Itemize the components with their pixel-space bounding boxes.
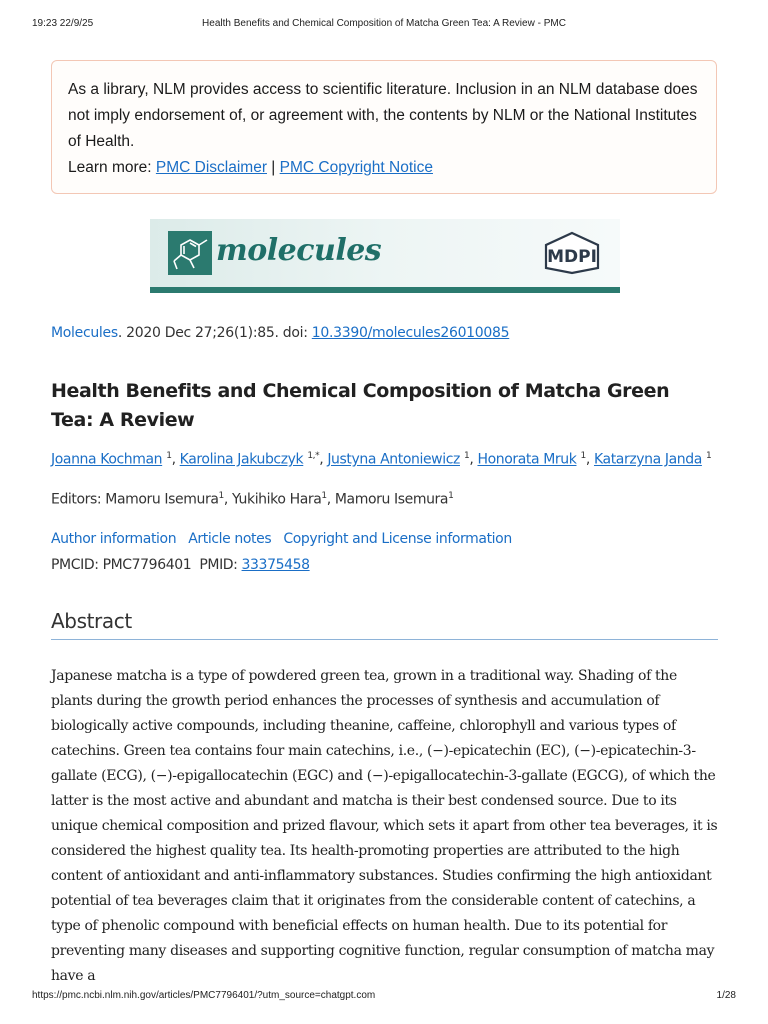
author-affiliation[interactable]: 1 xyxy=(705,451,712,461)
notice-text: As a library, NLM provides access to scientific literature. Inclusion in an NLM database does not imply endorsement of, or agreement with, the contents by NLM or the National Institutes of Health. xyxy=(68,81,698,150)
editor-list: Editors: Mamoru Isemura$^1$, Yukihiko Hara$^1$, Mamoru Isemura$^1$ xyxy=(51,491,454,508)
copyright-license-toggle[interactable]: Copyright and License information xyxy=(283,531,512,547)
pmc-disclaimer-link[interactable]: PMC Disclaimer xyxy=(155,159,267,176)
author-affiliation[interactable]: 1 xyxy=(166,451,172,461)
nlm-notice-box xyxy=(51,60,717,194)
link-separator: | xyxy=(271,159,276,176)
author-affiliation[interactable]: 1 xyxy=(580,451,586,461)
print-footer xyxy=(32,990,736,1004)
mdpi-logo xyxy=(538,230,606,276)
editors-label: Editors: xyxy=(51,491,106,508)
pmc-copyright-link[interactable]: PMC Copyright Notice xyxy=(279,159,433,176)
editor-name: Mamoru Isemura xyxy=(334,491,449,508)
citation-line xyxy=(51,325,509,341)
journal-banner[interactable] xyxy=(150,219,620,293)
editor-name: Yukihiko Hara xyxy=(231,491,322,508)
author-affiliation[interactable]: 1 xyxy=(464,451,470,461)
journal-link[interactable]: Molecules xyxy=(51,325,118,341)
print-url: https://pmc.ncbi.nlm.nih.gov/articles/PMC7796401/?utm_source=chatgpt.com xyxy=(32,990,376,1001)
pmid-link[interactable]: 33375458 xyxy=(241,557,310,573)
pmcid: PMCID: PMC7796401 xyxy=(51,557,192,573)
page-number: 1/28 xyxy=(716,990,736,1001)
author-link[interactable]: Karolina Jakubczyk xyxy=(179,451,304,468)
abstract-text: Japanese matcha is a type of powdered green tea, grown in a traditional way. Shading of the plants during the growth period enhances the processes of synthesis and accumulation of biologically active compounds, including theanine, caffeine, chlorophyll and various types of catechins. Green tea contains four main catechins, i.e., (−)-epicatechin (EC), (−)-epicatechin-3-gallate (ECG), (−)-epigallocatechin (EGC) and (−)-epigallocatechin-3-gallate (EGCG), of which the latter is the most active and abundant and matcha is their best condensed source. Due to its unique chemical composition and prized flavour, which sets it apart from other tea beverages, it is considered the highest quality tea. Its health-promoting properties are attributed to the high content of antioxidant and anti-inflammatory substances. Studies confirming the high antioxidant potential of tea beverages claim that it originates from the considerable content of catechins, a type of phenolic compound with beneficial effects on human health. Due to its potential for preventing many diseases and supporting cognitive function, regular consumption of matcha may have a xyxy=(51,668,718,984)
pmid-label: PMID: xyxy=(199,557,242,573)
journal-name-logo: molecules xyxy=(216,233,382,268)
learn-more-label: Learn more: xyxy=(68,159,152,176)
article-title: Health Benefits and Chemical Composition of Matcha Green Tea: A Review xyxy=(51,380,670,431)
author-link[interactable]: Honorata Mruk xyxy=(477,451,577,468)
mdpi-logo-text: MDPI xyxy=(547,247,597,267)
editor-name: Mamoru Isemura xyxy=(105,491,219,508)
print-doc-title: Health Benefits and Chemical Composition of Matcha Green Tea: A Review - PMC xyxy=(202,18,566,29)
author-list: Joanna Kochman $^1$, Karolina Jakubczyk $^{1,*}$, Justyna Antoniewicz $^1$, Honorata Mruk $^1$, Katarzyna Janda $^1$ xyxy=(51,451,712,468)
editor-affiliation: 1 xyxy=(448,491,454,501)
author-affiliation[interactable]: 1,* xyxy=(307,451,320,461)
article-ids xyxy=(51,557,310,573)
article-notes-toggle[interactable]: Article notes xyxy=(188,531,272,547)
author-link[interactable]: Joanna Kochman xyxy=(51,451,163,468)
author-information-toggle[interactable]: Author information xyxy=(51,531,177,547)
editor-affiliation: 1 xyxy=(321,491,327,501)
molecule-icon xyxy=(168,231,212,275)
print-header xyxy=(32,18,736,32)
author-link[interactable]: Katarzyna Janda xyxy=(593,451,702,468)
doi-link[interactable]: 10.3390/molecules26010085 xyxy=(311,325,510,341)
author-link[interactable]: Justyna Antoniewicz xyxy=(327,451,460,468)
article-meta-links xyxy=(51,531,520,547)
editor-affiliation: 1 xyxy=(218,491,224,501)
abstract-heading: Abstract xyxy=(51,609,718,640)
print-timestamp: 19:23 22/9/25 xyxy=(32,18,94,29)
citation-details: . 2020 Dec 27;26(1):85. doi: xyxy=(117,325,312,341)
